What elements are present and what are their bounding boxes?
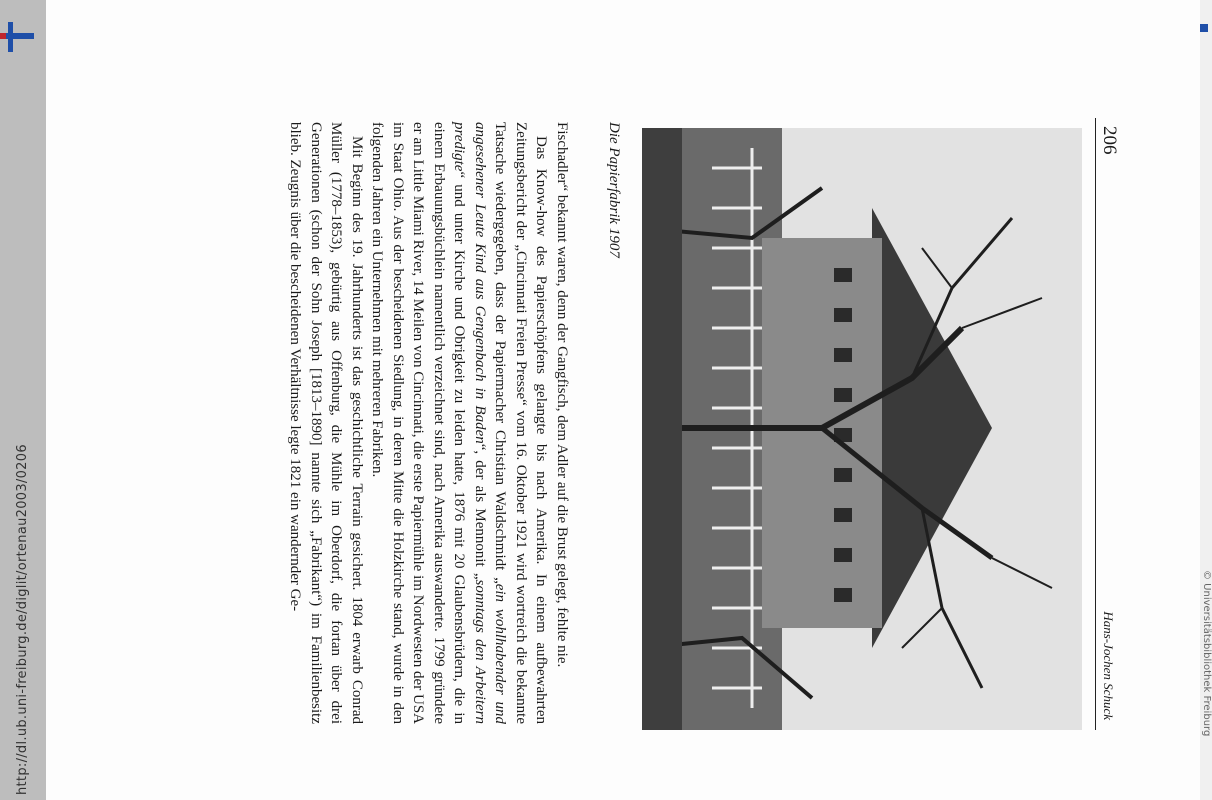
paragraph-2: Das Know-how des Papierschöpfens gelangte bis nach Amerika. In einem aufbewahrten Zeitungsbericht der „Cincinnati Freien Presse“ vom 16. Oktober 1921 wird wortreich die bekannte Tatsache wiedergegeben, dass der Papiermacher Christian Waldschmidt „ein wohlhabender und angesehener Leute Kind aus Gengenbach in Baden“, der als Mennonit „sonntags den Arbeitern predigte“ und unter Kirche und Obrigkeit zu leiden hatte, 1876 mit 20 Glaubensbrüdern, die in einem Erbauungsbüchlein namentlich verzeichnet sind, nach Amerika auswanderte. 1799 gründete er am Little Miami River, 14 Meilen von Cincinnati, die erste Papiermühle im Nordwesten der USA im Staat Ohio. Aus der bescheidenen Siedlung, in deren Mitte die Holzkirche stand, wurde in den folgenden Jahren ein Unternehmen mit mehreren Fabriken. (369, 122, 550, 725)
page-url: http://dl.ub.uni-freiburg.de/diglit/ortenau2003/0206 (15, 444, 30, 795)
photo-caption: Die Papierfabrik 1907 (606, 122, 622, 258)
paper-mill-photo-icon (642, 128, 1082, 730)
next-page-marker-icon[interactable] (1200, 24, 1208, 32)
author-name: Hans-Jochen Schuck (1101, 611, 1116, 720)
article-body (285, 122, 572, 724)
rotated-page-content (130, 118, 1120, 730)
quote-2: sonntags den Arbeitern predigte (451, 122, 488, 725)
right-edge-text: © Universitätsbibliothek Freiburg (1201, 570, 1212, 737)
quote-1: ein wohlhabender und angesehener Leute Kind aus Gengenbach in Baden (472, 122, 509, 724)
paragraph-1: Fischadler“ bekannt waren, denn der Gangfisch, dem Adler auf die Brust gelegt, fehlte nie. (554, 122, 570, 668)
paragraph-3: Mit Beginn des 19. Jahrhunderts ist das geschichtliche Terrain gesichert. 1804 erwarb Conrad Müller (1778–1853), gebürtig aus Offenburg, die Mühle im Oberdorf, die fortan über drei Generationen (schon der Sohn Joseph [1813–1890] nannte sich „Fabrikant“) im Familienbesitz blieb. Zeugnis über die bescheidenen Verhältnisse legte 1821 ein wandernder Ge- (287, 122, 365, 724)
running-header (1095, 118, 1120, 730)
ub-freiburg-logo-icon[interactable] (0, 22, 34, 52)
historic-photo (642, 128, 1082, 730)
page-number: 206 (1099, 126, 1120, 155)
